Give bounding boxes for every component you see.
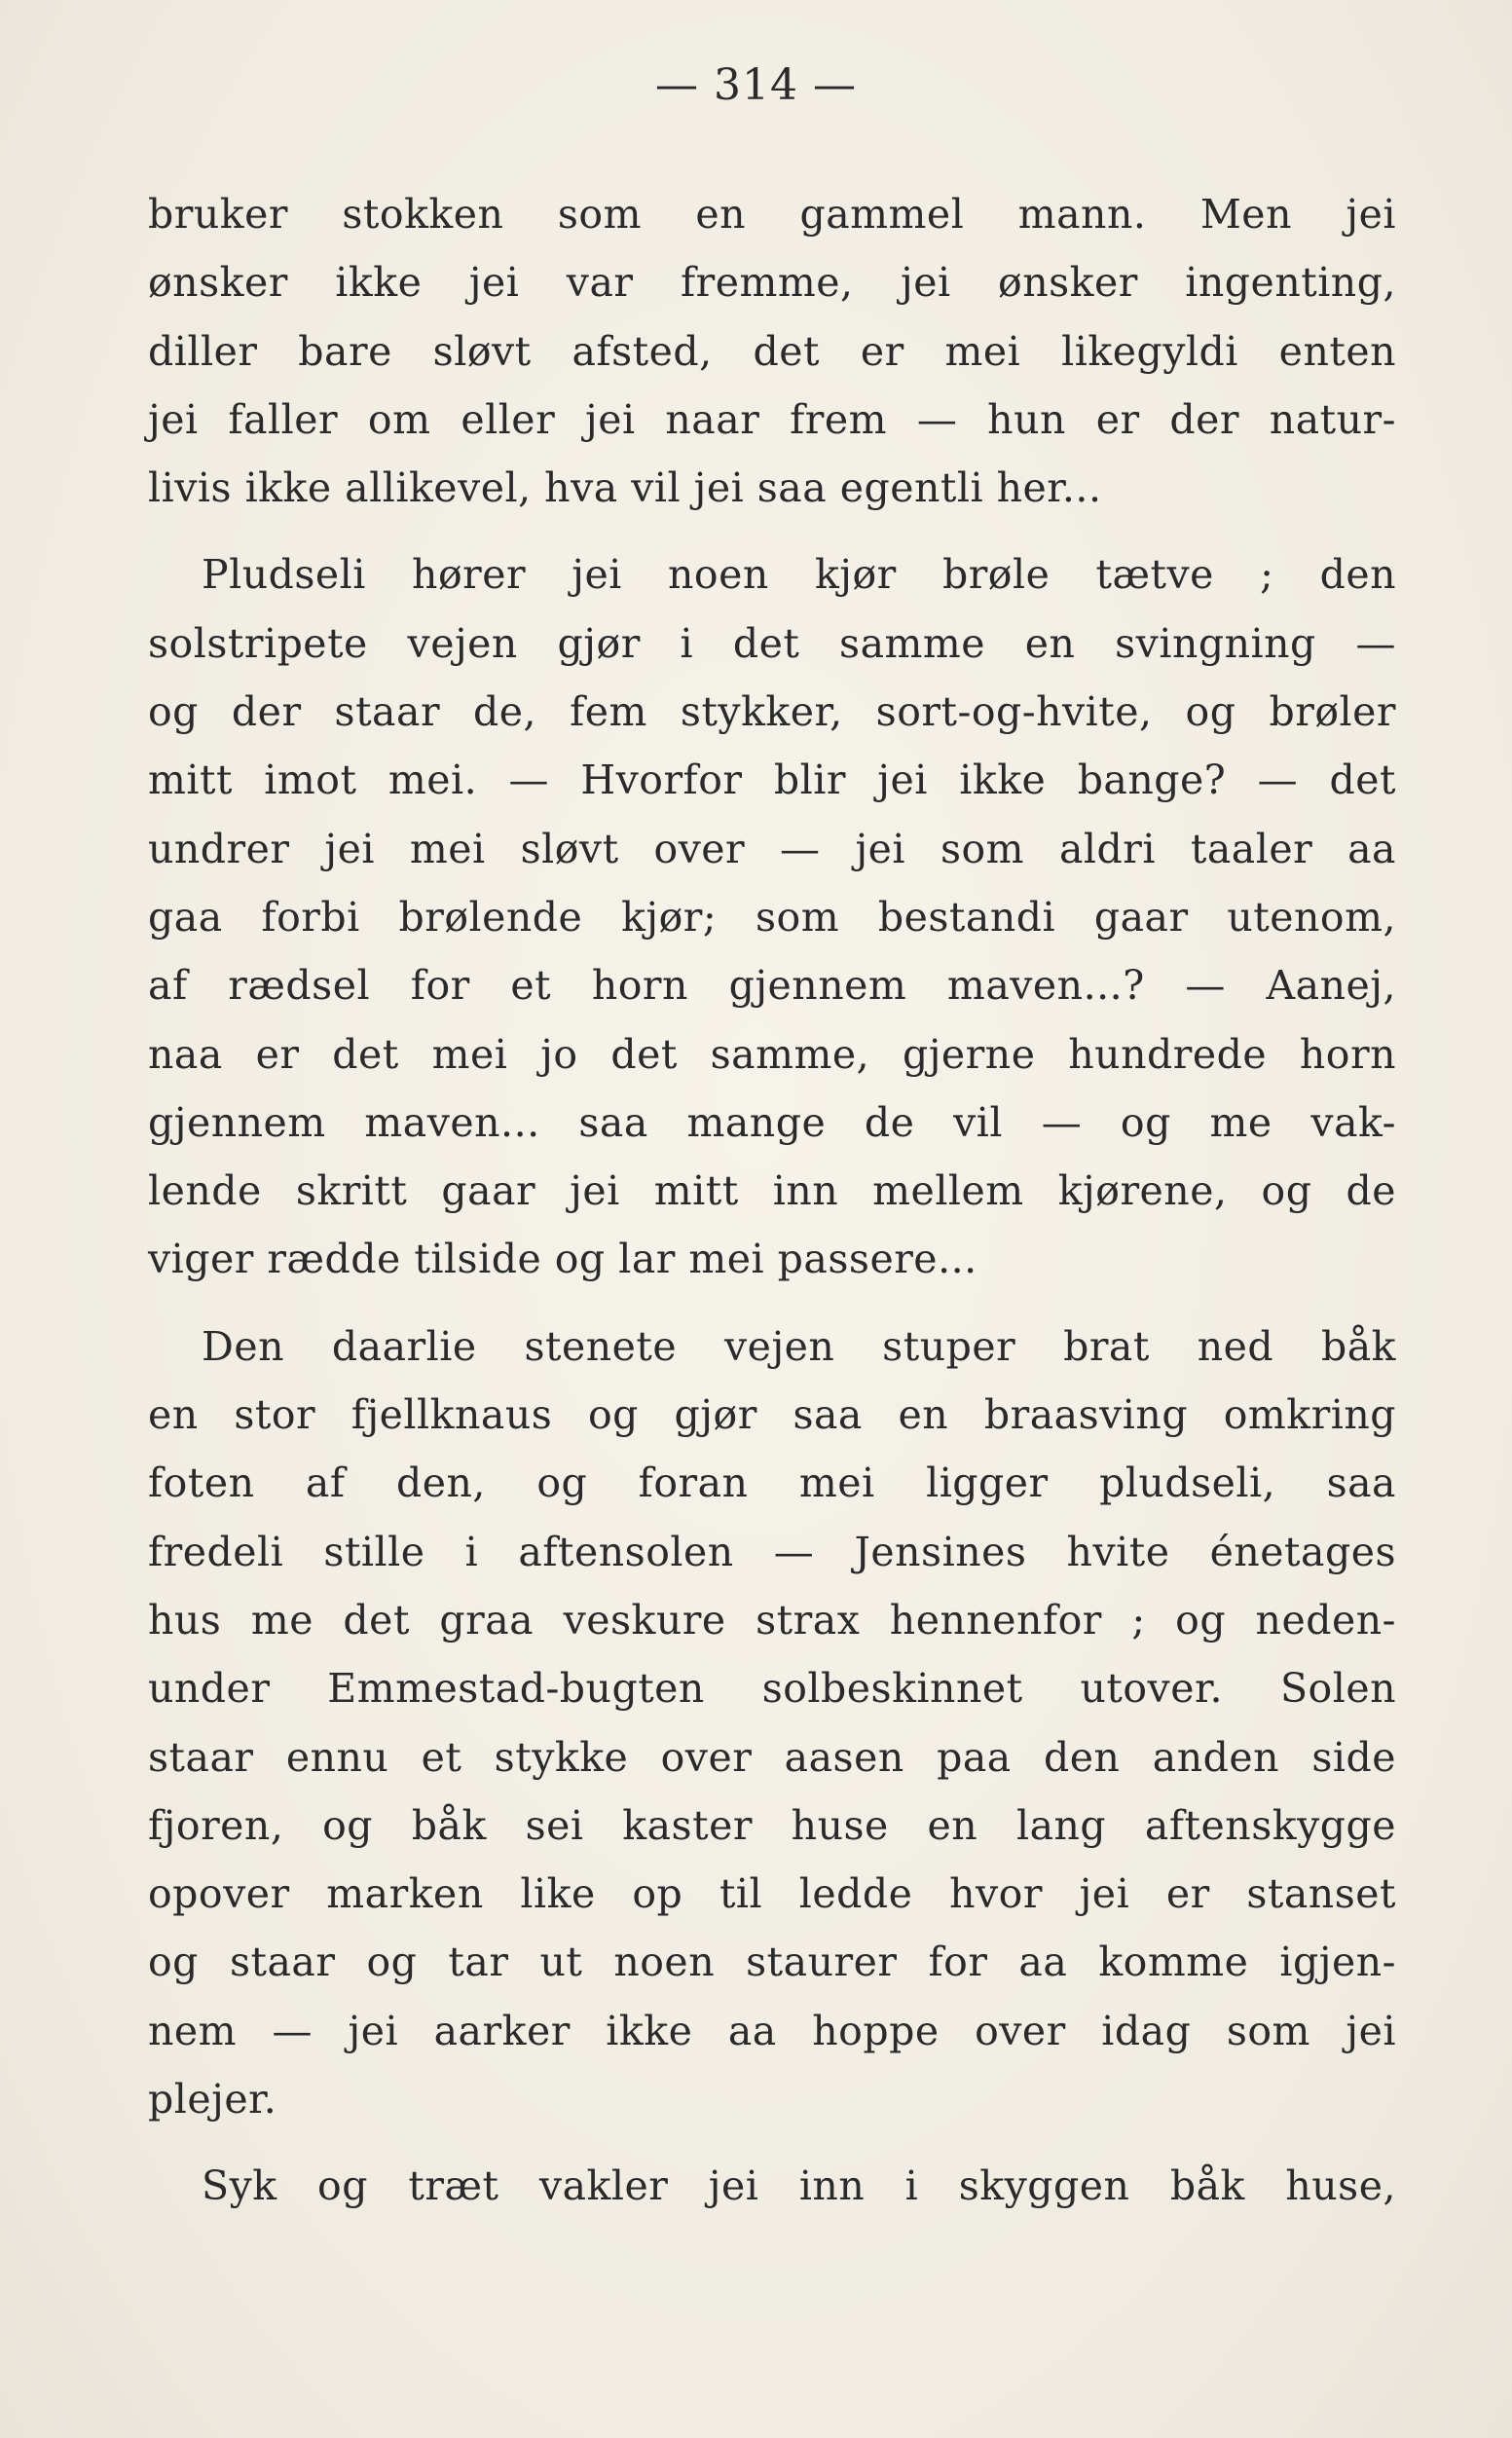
text-line: solstripete vejen gjør i det samme en svingning —	[148, 619, 1396, 667]
paragraph-3	[148, 1312, 1396, 2134]
text-line: foten af den, og foran mei ligger pludseli, saa	[148, 1459, 1396, 1507]
text-line: bruker stokken som en gammel mann. Men jei	[148, 191, 1396, 238]
text-line: gjennem maven... saa mange de vil — og me vak-	[148, 1098, 1396, 1146]
text-line: plejer.	[148, 2076, 277, 2124]
text-line: fredeli stille i aftensolen — Jensines hvite énetages	[148, 1528, 1396, 1575]
text-line: viger rædde tilside og lar mei passere...	[148, 1236, 977, 1283]
text-line: opover marken like op til ledde hvor jei er stanset	[148, 1870, 1396, 1918]
text-line: jei faller om eller jei naar frem — hun er der natur-	[148, 395, 1396, 443]
text-line: livis ikke allikevel, hva vil jei saa egentli her...	[148, 464, 1102, 512]
text-line: en stor fjellknaus og gjør saa en braasving omkring	[148, 1391, 1396, 1439]
paragraph-1	[148, 180, 1396, 522]
text-line: undrer jei mei sløvt over — jei som aldri taaler aa	[148, 825, 1396, 872]
text-line: ønsker ikke jei var fremme, jei ønsker ingenting,	[148, 259, 1396, 307]
text-line: nem — jei aarker ikke aa hoppe over idag som jei	[148, 2007, 1396, 2054]
text-line: og der staar de, fem stykker, sort-og-hvite, og brøler	[148, 688, 1396, 736]
body-text	[148, 180, 1396, 2221]
paragraph-2	[148, 540, 1396, 1293]
text-line: under Emmestad-bugten solbeskinnet utover. Solen	[148, 1665, 1396, 1713]
text-line: af rædsel for et horn gjennem maven...? — Aanej,	[148, 962, 1396, 1010]
text-line: naa er det mei jo det samme, gjerne hundrede horn	[148, 1030, 1396, 1078]
text-line: lende skritt gaar jei mitt inn mellem kjørene, og de	[148, 1167, 1396, 1215]
paragraph-4	[148, 2152, 1396, 2220]
text-line: Den daarlie stenete vejen stuper brat ned båk	[202, 1322, 1396, 1370]
page-number: — 314 —	[655, 60, 857, 110]
text-line: og staar og tar ut noen staurer for aa komme igjen-	[148, 1939, 1396, 1986]
text-line: Syk og træt vakler jei inn i skyggen båk huse,	[202, 2162, 1396, 2210]
text-line: diller bare sløvt afsted, det er mei likegyldi enten	[148, 327, 1396, 375]
text-line: mitt imot mei. — Hvorfor blir jei ikke bange? — det	[148, 757, 1396, 804]
text-line: staar ennu et stykke over aasen paa den anden side	[148, 1733, 1396, 1781]
text-line: fjoren, og båk sei kaster huse en lang aftenskygge	[148, 1801, 1396, 1849]
text-line: hus me det graa veskure strax hennenfor ; og neden-	[148, 1596, 1396, 1644]
text-line: Pludseli hører jei noen kjør brøle tætve ; den	[202, 551, 1396, 599]
text-line: gaa forbi brølende kjør; som bestandi gaar utenom,	[148, 893, 1396, 941]
